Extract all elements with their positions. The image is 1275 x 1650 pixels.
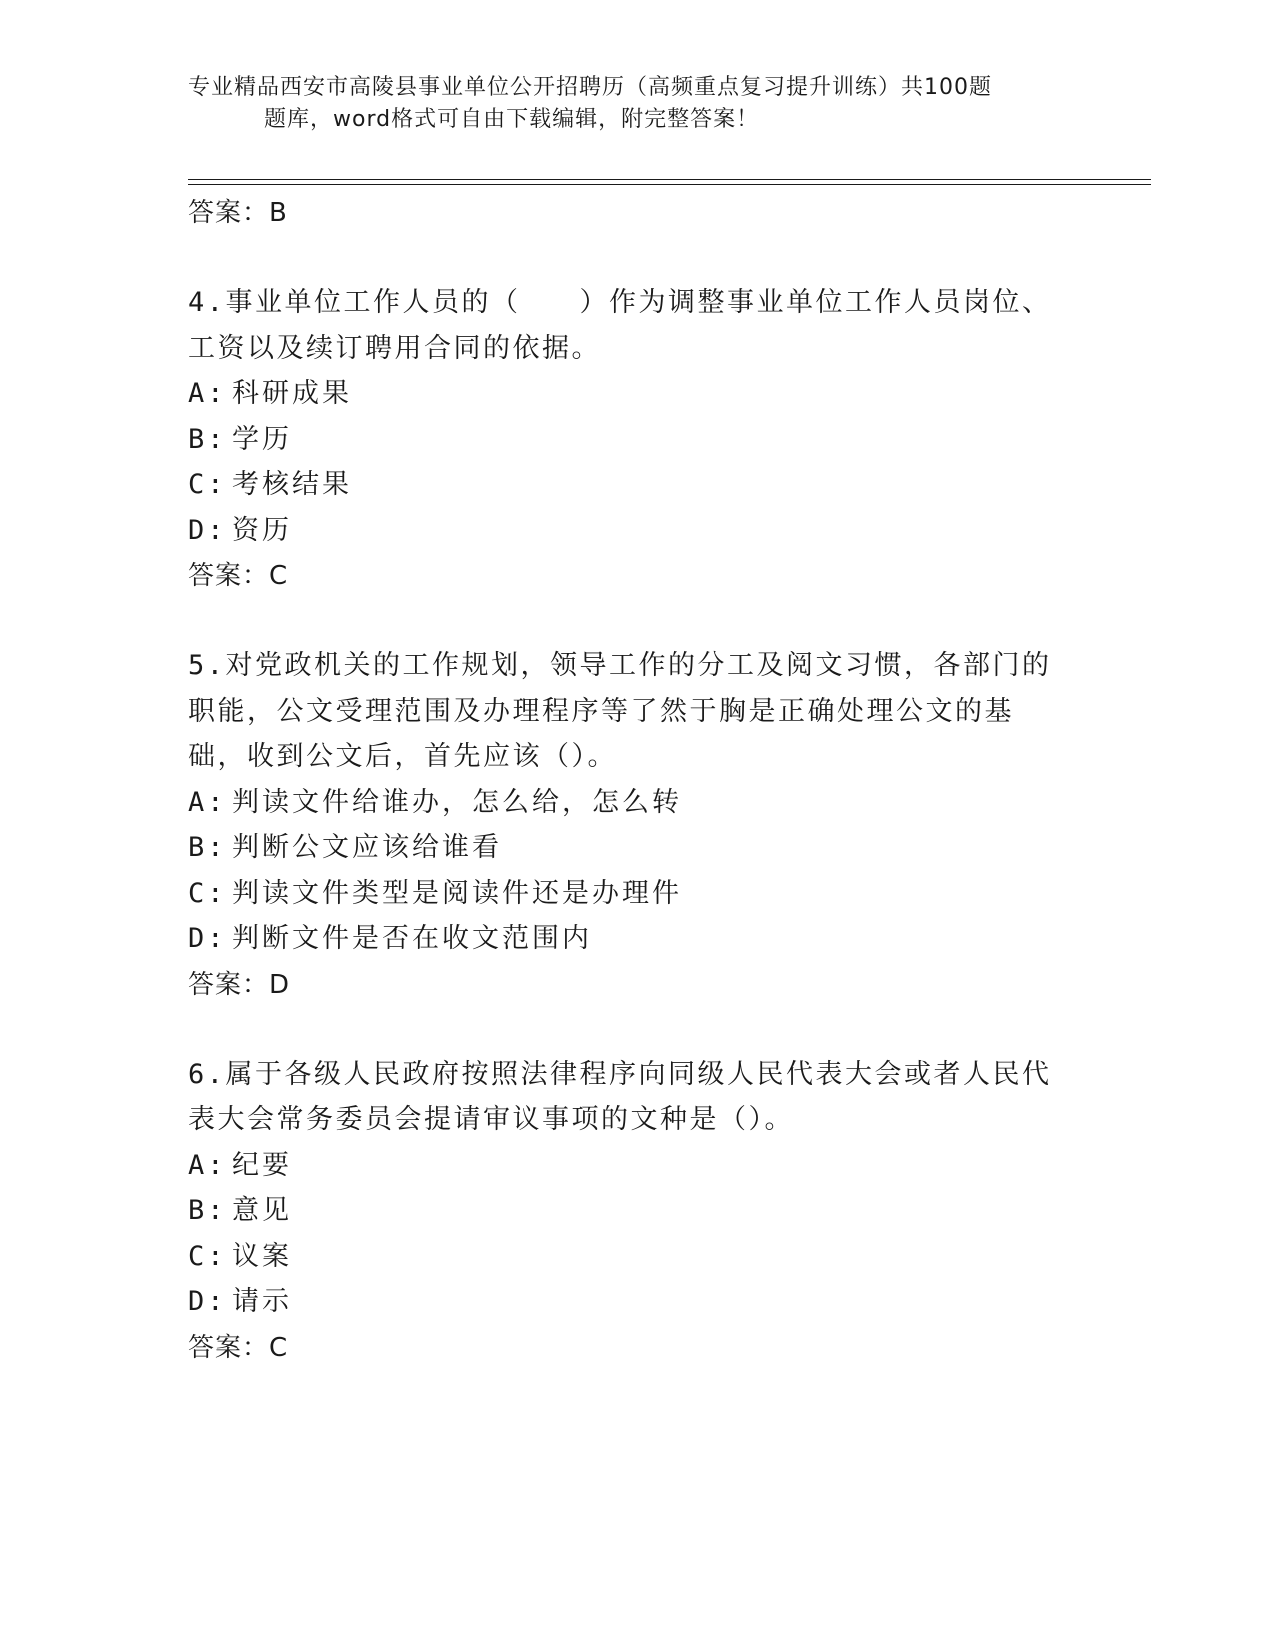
header-divider-top (188, 179, 1151, 180)
header-line-2: 题库，word格式可自由下载编辑，附完整答案！ (264, 107, 760, 132)
option-a (188, 371, 1068, 417)
option-text: 学历 (232, 423, 292, 455)
document-body (188, 190, 1068, 1371)
option-text: 科研成果 (232, 378, 352, 409)
answer-line: 答案：C (188, 1332, 289, 1363)
question-5 (188, 643, 1068, 1008)
option-letter: D: (188, 923, 227, 954)
option-b (188, 417, 1068, 463)
option-text: 考核结果 (232, 469, 352, 500)
option-letter: B: (188, 423, 227, 455)
option-a (188, 780, 1068, 826)
option-text: 纪要 (232, 1149, 292, 1181)
option-a (188, 1143, 1068, 1189)
option-text: 意见 (232, 1195, 292, 1226)
option-d (188, 508, 1068, 554)
option-text: 判断公文应该给谁看 (232, 832, 502, 863)
header-divider-bottom (188, 184, 1151, 185)
option-letter: C: (188, 1240, 227, 1272)
option-d (188, 916, 1068, 962)
option-text: 议案 (232, 1240, 292, 1272)
option-text: 请示 (232, 1286, 292, 1317)
option-letter: D: (188, 514, 227, 546)
option-text: 判读文件类型是阅读件还是办理件 (232, 877, 682, 909)
question-text: 4.事业单位工作人员的（ ）作为调整事业单位工作人员岗位、工资以及续订聘用合同的依据。 (188, 287, 1052, 364)
answer-line: 答案：C (188, 561, 289, 591)
option-text: 判读文件给谁办，怎么给，怎么转 (232, 786, 682, 818)
option-letter: B: (188, 832, 227, 863)
option-letter: A: (188, 786, 227, 818)
question-text: 5.对党政机关的工作规划，领导工作的分工及阅文习惯，各部门的职能，公文受理范围及办理程序等了然于胸是正确处理公文的基础，收到公文后，首先应该（）。 (188, 650, 1052, 772)
option-letter: B: (188, 1195, 227, 1226)
option-b (188, 825, 1068, 871)
page-header (188, 72, 1068, 136)
option-b (188, 1188, 1068, 1234)
previous-answer: 答案：B (188, 198, 288, 228)
option-d (188, 1279, 1068, 1325)
option-c (188, 1234, 1068, 1280)
option-text: 判断文件是否在收文范围内 (232, 923, 592, 954)
answer-line: 答案：D (188, 969, 291, 1000)
option-letter: C: (188, 877, 227, 909)
option-letter: D: (188, 1286, 227, 1317)
option-letter: A: (188, 378, 227, 409)
option-c (188, 462, 1068, 508)
option-letter: C: (188, 469, 227, 500)
option-letter: A: (188, 1149, 227, 1181)
header-line-1: 专业精品西安市高陵县事业单位公开招聘历（高频重点复习提升训练）共100题 (188, 75, 992, 100)
option-text: 资历 (232, 514, 292, 546)
question-4 (188, 280, 1068, 599)
option-c (188, 871, 1068, 917)
question-text: 6.属于各级人民政府按照法律程序向同级人民代表大会或者人民代表大会常务委员会提请审议事项的文种是（）。 (188, 1058, 1052, 1135)
question-6 (188, 1052, 1068, 1371)
